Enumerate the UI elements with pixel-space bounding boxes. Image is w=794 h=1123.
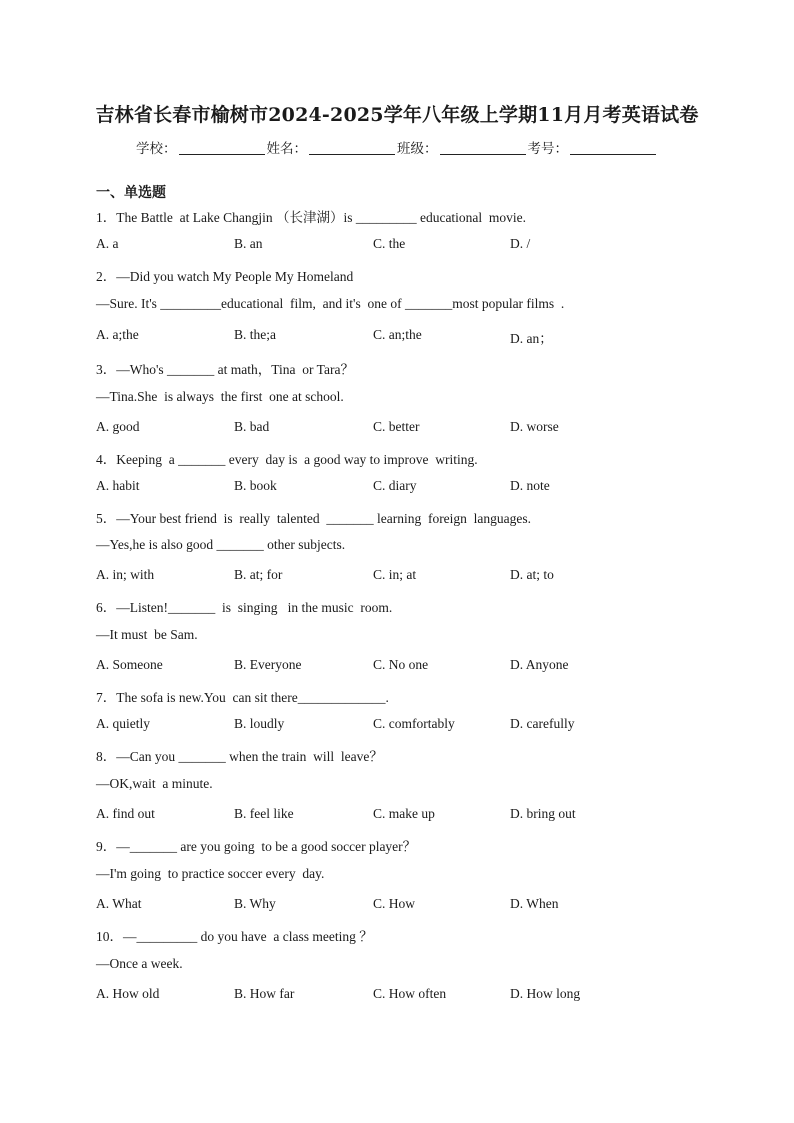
option-d[interactable]: D. note — [510, 478, 550, 493]
question-5-stem: 5．—Your best friend is really talented _______ learning foreign languages. — [96, 511, 532, 526]
question-6-options — [96, 657, 716, 675]
option-c[interactable]: C. in; at — [373, 567, 417, 582]
option-d[interactable]: D. How long — [510, 986, 581, 1001]
question-7-stem: 7．The sofa is new.You can sit there_____________. — [96, 690, 389, 705]
question-6-stem: 6．—Listen!_______ is singing in the music room. — [96, 600, 393, 615]
option-c[interactable]: C. better — [373, 419, 420, 434]
option-c[interactable]: C. the — [373, 236, 406, 251]
question-8-options — [96, 806, 716, 824]
class-blank[interactable] — [440, 140, 526, 155]
number-blank[interactable] — [570, 140, 656, 155]
student-info-row — [0, 137, 794, 157]
question-10-options — [96, 986, 716, 1004]
option-a[interactable]: A. a;the — [96, 327, 139, 342]
question-3-options — [96, 419, 716, 437]
question-4-options — [96, 478, 716, 496]
question-2-options — [96, 327, 716, 345]
class-label: 班级： — [397, 141, 438, 157]
question-5-reply: —Yes,he is also good _______ other subjects. — [96, 537, 346, 552]
question-10-stem: 10．—_________ do you have a class meeting ？ — [96, 929, 373, 944]
name-label: 姓名： — [266, 141, 307, 157]
option-a[interactable]: A. Someone — [96, 657, 163, 672]
option-c[interactable]: C. How often — [373, 986, 447, 1001]
question-3-stem: 3．—Who's _______ at math，Tina or Tara？ — [96, 362, 354, 377]
option-a[interactable]: A. What — [96, 896, 142, 911]
option-a[interactable]: A. habit — [96, 478, 140, 493]
option-b[interactable]: B. feel like — [234, 806, 294, 821]
question-9-options — [96, 896, 716, 914]
option-d[interactable]: D. an； — [510, 331, 553, 346]
option-b[interactable]: B. bad — [234, 419, 270, 434]
question-1-stem: 1．The Battle at Lake Changjin （长津湖）is _________ educational movie. — [96, 210, 527, 225]
option-d[interactable]: D. / — [510, 236, 531, 251]
question-5-options — [96, 567, 716, 585]
option-c[interactable]: C. How — [373, 896, 416, 911]
option-d[interactable]: D. Anyone — [510, 657, 569, 672]
option-d[interactable]: D. carefully — [510, 716, 575, 731]
option-b[interactable]: B. the;a — [234, 327, 276, 342]
question-7-options — [96, 716, 716, 734]
option-b[interactable]: B. Why — [234, 896, 276, 911]
document-title: 吉林省长春市榆树市2024-2025学年八年级上学期11月月考英语试卷 — [95, 104, 699, 126]
option-b[interactable]: B. book — [234, 478, 277, 493]
question-2-reply: —Sure. It's _________educational film, and it's one of _______most popular films . — [96, 296, 565, 311]
option-a[interactable]: A. in; with — [96, 567, 155, 582]
option-a[interactable]: A. find out — [96, 806, 155, 821]
question-4-stem: 4．Keeping a _______ every day is a good way to improve writing. — [96, 452, 478, 467]
option-c[interactable]: C. comfortably — [373, 716, 455, 731]
section-title: 一、单选题 — [96, 185, 166, 201]
question-2-stem: 2．—Did you watch My People My Homeland — [96, 269, 354, 284]
question-9-stem: 9．—_______ are you going to be a good soccer player？ — [96, 839, 417, 854]
school-blank[interactable] — [179, 140, 265, 155]
option-a[interactable]: A. good — [96, 419, 140, 434]
option-d[interactable]: D. When — [510, 896, 559, 911]
option-d[interactable]: D. worse — [510, 419, 559, 434]
option-b[interactable]: B. Everyone — [234, 657, 302, 672]
option-c[interactable]: C. No one — [373, 657, 429, 672]
question-8-stem: 8．—Can you _______ when the train will leave？ — [96, 749, 383, 764]
option-b[interactable]: B. How far — [234, 986, 295, 1001]
school-label: 学校： — [136, 141, 177, 157]
question-8-reply: —OK,wait a minute. — [96, 776, 213, 791]
name-blank[interactable] — [309, 140, 395, 155]
option-a[interactable]: A. a — [96, 236, 119, 251]
number-label: 考号： — [527, 141, 568, 157]
question-9-reply: —I'm going to practice soccer every day. — [96, 866, 325, 881]
option-b[interactable]: B. an — [234, 236, 263, 251]
option-c[interactable]: C. an;the — [373, 327, 422, 342]
option-b[interactable]: B. at; for — [234, 567, 283, 582]
question-6-reply: —It must be Sam. — [96, 627, 198, 642]
option-a[interactable]: A. quietly — [96, 716, 150, 731]
question-3-reply: —Tina.She is always the first one at school. — [96, 389, 344, 404]
option-c[interactable]: C. diary — [373, 478, 417, 493]
option-b[interactable]: B. loudly — [234, 716, 285, 731]
question-10-reply: —Once a week. — [96, 956, 183, 971]
option-d[interactable]: D. at; to — [510, 567, 554, 582]
question-1-options — [96, 236, 716, 254]
option-d[interactable]: D. bring out — [510, 806, 576, 821]
option-c[interactable]: C. make up — [373, 806, 435, 821]
option-a[interactable]: A. How old — [96, 986, 160, 1001]
